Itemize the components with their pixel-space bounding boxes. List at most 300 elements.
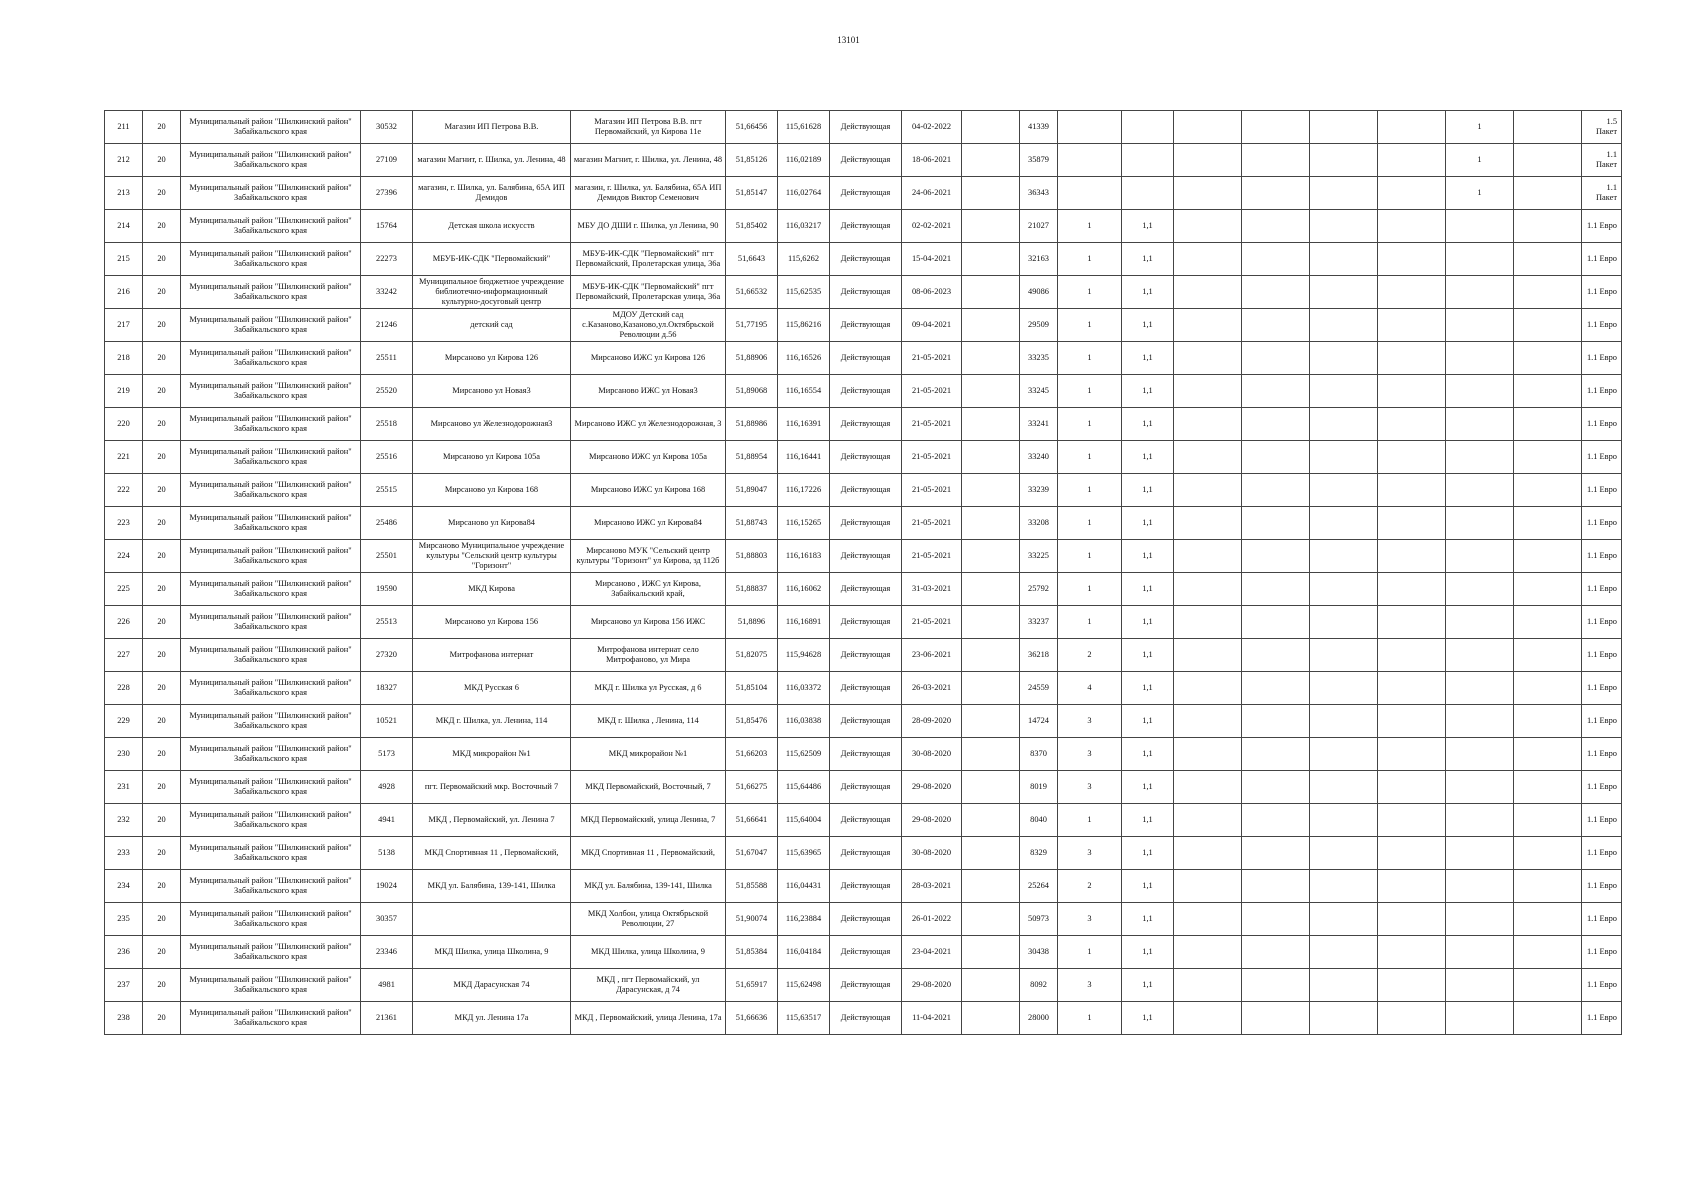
empty-cell xyxy=(1174,441,1242,474)
object-id-cell xyxy=(361,309,413,342)
row-number-cell xyxy=(105,606,143,639)
package-count-cell xyxy=(1446,573,1514,606)
district-code-cell-text: 20 xyxy=(157,518,166,527)
empty-cell xyxy=(1514,870,1582,903)
count-cell xyxy=(1058,507,1122,540)
district-name-cell xyxy=(181,540,361,573)
tariff-type-cell xyxy=(1582,177,1622,210)
status-cell xyxy=(830,936,902,969)
district-name-cell-text: Муниципальный район "Шилкинский район" Забайкальского края xyxy=(189,513,352,532)
longitude-cell-text: 116,02189 xyxy=(785,155,822,164)
object-name-cell xyxy=(413,375,571,408)
table-row xyxy=(105,276,1622,309)
object-name-cell xyxy=(413,672,571,705)
registry-number-cell-text: 30438 xyxy=(1028,947,1049,956)
district-code-cell xyxy=(143,243,181,276)
district-code-cell-text: 20 xyxy=(157,782,166,791)
row-number-cell-text: 226 xyxy=(117,617,130,626)
tariff-type-cell xyxy=(1582,111,1622,144)
registry-number-cell xyxy=(1020,408,1058,441)
registry-number-cell xyxy=(1020,309,1058,342)
object-id-cell xyxy=(361,606,413,639)
package-count-cell xyxy=(1446,111,1514,144)
latitude-cell-text: 51,66203 xyxy=(735,749,768,758)
page-number: 13101 xyxy=(837,35,860,45)
registry-number-cell xyxy=(1020,606,1058,639)
latitude-cell-text: 51,88986 xyxy=(735,419,768,428)
empty-cell xyxy=(1174,870,1242,903)
latitude-cell-text: 51,8896 xyxy=(737,617,766,626)
object-address-cell xyxy=(571,474,726,507)
empty-cell xyxy=(1378,639,1446,672)
tariff-type-cell-text: 1.5 Пакет xyxy=(1595,117,1617,136)
row-number-cell xyxy=(105,903,143,936)
coefficient-cell xyxy=(1122,672,1174,705)
empty-cell xyxy=(962,111,1020,144)
empty-cell xyxy=(1514,837,1582,870)
row-number-cell xyxy=(105,144,143,177)
date-cell xyxy=(902,507,962,540)
object-address-cell-text: магазин, г. Шилка, ул. Балябина, 65А ИП Демидов Виктор Семенович xyxy=(574,183,722,202)
latitude-cell-text: 51,88743 xyxy=(735,518,768,527)
table-row xyxy=(105,474,1622,507)
district-name-cell-text: Муниципальный район "Шилкинский район" Забайкальского края xyxy=(189,216,352,235)
registry-number-cell-text: 28000 xyxy=(1028,1013,1049,1022)
object-address-cell-text: МКД , Первомайский, улица Ленина, 17а xyxy=(574,1013,722,1022)
row-number-cell-text: 238 xyxy=(117,1013,130,1022)
latitude-cell-text: 51,88837 xyxy=(735,584,768,593)
status-cell-text: Действующая xyxy=(840,122,891,131)
row-number-cell xyxy=(105,309,143,342)
object-id-cell-text: 25520 xyxy=(376,386,397,395)
tariff-type-cell xyxy=(1582,969,1622,1002)
package-count-cell xyxy=(1446,969,1514,1002)
longitude-cell xyxy=(778,540,830,573)
empty-cell xyxy=(1378,177,1446,210)
longitude-cell xyxy=(778,474,830,507)
package-count-cell xyxy=(1446,870,1514,903)
row-number-cell xyxy=(105,276,143,309)
row-number-cell xyxy=(105,936,143,969)
empty-cell xyxy=(962,672,1020,705)
count-cell-text: 1 xyxy=(1087,320,1092,329)
empty-cell xyxy=(1174,738,1242,771)
district-code-cell-text: 20 xyxy=(157,650,166,659)
status-cell xyxy=(830,771,902,804)
district-code-cell xyxy=(143,111,181,144)
tariff-type-cell xyxy=(1582,705,1622,738)
object-name-cell-text: МКД Русская 6 xyxy=(464,683,519,692)
count-cell-text: 4 xyxy=(1087,683,1092,692)
empty-cell xyxy=(1174,1002,1242,1035)
date-cell-text: 28-03-2021 xyxy=(911,881,952,890)
longitude-cell xyxy=(778,573,830,606)
object-name-cell-text: МКД ул. Ленина 17а xyxy=(454,1013,529,1022)
tariff-type-cell-text: 1.1 Евро xyxy=(1586,320,1617,329)
package-count-cell xyxy=(1446,1002,1514,1035)
district-name-cell-text: Муниципальный район "Шилкинский район" Забайкальского края xyxy=(189,975,352,994)
object-address-cell xyxy=(571,540,726,573)
object-id-cell-text: 25513 xyxy=(376,617,397,626)
tariff-type-cell xyxy=(1582,1002,1622,1035)
empty-cell xyxy=(1378,705,1446,738)
object-address-cell-text: Митрофанова интернат село Митрофаново, ул Мира xyxy=(597,645,699,664)
registry-number-cell xyxy=(1020,276,1058,309)
object-id-cell-text: 25518 xyxy=(376,419,397,428)
longitude-cell xyxy=(778,309,830,342)
status-cell xyxy=(830,672,902,705)
registry-number-cell-text: 8092 xyxy=(1030,980,1047,989)
district-name-cell xyxy=(181,474,361,507)
object-id-cell-text: 27320 xyxy=(376,650,397,659)
status-cell-text: Действующая xyxy=(840,452,891,461)
empty-cell xyxy=(1310,837,1378,870)
status-cell-text: Действующая xyxy=(840,881,891,890)
object-name-cell-text: магазин Магнит, г. Шилка, ул. Ленина, 48 xyxy=(417,155,566,164)
empty-cell xyxy=(962,309,1020,342)
count-cell xyxy=(1058,210,1122,243)
empty-cell xyxy=(1310,804,1378,837)
empty-cell xyxy=(1514,441,1582,474)
count-cell-text: 1 xyxy=(1087,518,1092,527)
count-cell-text: 1 xyxy=(1087,386,1092,395)
latitude-cell xyxy=(726,606,778,639)
coefficient-cell xyxy=(1122,177,1174,210)
row-number-cell-text: 236 xyxy=(117,947,130,956)
object-address-cell-text: магазин Магнит, г. Шилка, ул. Ленина, 48 xyxy=(573,155,723,164)
latitude-cell-text: 51,66636 xyxy=(735,1013,768,1022)
count-cell-text: 1 xyxy=(1087,815,1092,824)
empty-cell xyxy=(1174,408,1242,441)
district-name-cell xyxy=(181,639,361,672)
row-number-cell-text: 232 xyxy=(117,815,130,824)
empty-cell xyxy=(1174,243,1242,276)
tariff-type-cell xyxy=(1582,672,1622,705)
empty-cell xyxy=(1310,507,1378,540)
date-cell-text: 21-05-2021 xyxy=(911,518,952,527)
empty-cell xyxy=(1378,804,1446,837)
empty-cell xyxy=(962,738,1020,771)
empty-cell xyxy=(1242,177,1310,210)
object-address-cell-text: Мирсаново ИЖС ул Новая3 xyxy=(598,386,698,395)
status-cell xyxy=(830,705,902,738)
district-name-cell xyxy=(181,408,361,441)
latitude-cell xyxy=(726,969,778,1002)
status-cell-text: Действующая xyxy=(840,683,891,692)
object-address-cell xyxy=(571,738,726,771)
latitude-cell xyxy=(726,243,778,276)
row-number-cell-text: 219 xyxy=(117,386,130,395)
table-row xyxy=(105,144,1622,177)
registry-number-cell-text: 24559 xyxy=(1028,683,1049,692)
package-count-cell xyxy=(1446,309,1514,342)
district-code-cell-text: 20 xyxy=(157,188,166,197)
district-code-cell xyxy=(143,936,181,969)
object-name-cell-text: магазин, г. Шилка, ул. Балябина, 65А ИП Демидов xyxy=(418,183,565,202)
district-code-cell-text: 20 xyxy=(157,815,166,824)
object-id-cell-text: 4928 xyxy=(378,782,395,791)
latitude-cell xyxy=(726,672,778,705)
date-cell xyxy=(902,210,962,243)
district-code-cell xyxy=(143,705,181,738)
row-number-cell xyxy=(105,639,143,672)
count-cell-text: 1 xyxy=(1087,485,1092,494)
object-name-cell xyxy=(413,771,571,804)
object-id-cell xyxy=(361,573,413,606)
latitude-cell xyxy=(726,1002,778,1035)
object-address-cell-text: МКД г. Шилка , Ленина, 114 xyxy=(597,716,699,725)
district-code-cell xyxy=(143,441,181,474)
row-number-cell-text: 220 xyxy=(117,419,130,428)
latitude-cell-text: 51,85147 xyxy=(735,188,768,197)
count-cell-text: 1 xyxy=(1087,551,1092,560)
object-id-cell xyxy=(361,804,413,837)
object-id-cell-text: 27109 xyxy=(376,155,397,164)
object-id-cell-text: 30532 xyxy=(376,122,397,131)
empty-cell xyxy=(1514,639,1582,672)
object-name-cell-text: Мирсаново Муниципальное учреждение культуры "Сельский центр культуры "Горизонт" xyxy=(418,541,565,570)
registry-number-cell-text: 33235 xyxy=(1028,353,1049,362)
empty-cell xyxy=(1514,1002,1582,1035)
district-name-cell xyxy=(181,903,361,936)
object-id-cell xyxy=(361,903,413,936)
registry-number-cell-text: 8019 xyxy=(1030,782,1047,791)
table-row xyxy=(105,111,1622,144)
package-count-cell xyxy=(1446,837,1514,870)
table-row xyxy=(105,672,1622,705)
latitude-cell xyxy=(726,639,778,672)
object-address-cell xyxy=(571,606,726,639)
latitude-cell-text: 51,65917 xyxy=(735,980,768,989)
package-count-cell xyxy=(1446,771,1514,804)
empty-cell xyxy=(1514,507,1582,540)
empty-cell xyxy=(1174,111,1242,144)
coefficient-cell xyxy=(1122,837,1174,870)
longitude-cell xyxy=(778,738,830,771)
date-cell xyxy=(902,936,962,969)
object-id-cell xyxy=(361,243,413,276)
longitude-cell-text: 116,23884 xyxy=(785,914,822,923)
registry-number-cell-text: 36218 xyxy=(1028,650,1049,659)
district-name-cell-text: Муниципальный район "Шилкинский район" Забайкальского края xyxy=(189,744,352,763)
object-address-cell xyxy=(571,804,726,837)
empty-cell xyxy=(1242,573,1310,606)
district-code-cell xyxy=(143,309,181,342)
district-name-cell-text: Муниципальный район "Шилкинский район" Забайкальского края xyxy=(189,249,352,268)
empty-cell xyxy=(1378,210,1446,243)
tariff-type-cell-text: 1.1 Евро xyxy=(1586,485,1617,494)
package-count-cell xyxy=(1446,672,1514,705)
empty-cell xyxy=(1242,408,1310,441)
count-cell xyxy=(1058,936,1122,969)
status-cell-text: Действующая xyxy=(840,815,891,824)
longitude-cell-text: 116,03217 xyxy=(785,221,822,230)
date-cell-text: 29-08-2020 xyxy=(911,782,952,791)
district-code-cell-text: 20 xyxy=(157,287,166,296)
date-cell xyxy=(902,903,962,936)
longitude-cell xyxy=(778,903,830,936)
registry-number-cell xyxy=(1020,936,1058,969)
date-cell-text: 29-08-2020 xyxy=(911,815,952,824)
registry-number-cell-text: 8370 xyxy=(1030,749,1047,758)
longitude-cell-text: 115,62535 xyxy=(785,287,822,296)
date-cell xyxy=(902,474,962,507)
longitude-cell xyxy=(778,672,830,705)
count-cell xyxy=(1058,144,1122,177)
object-id-cell-text: 19590 xyxy=(376,584,397,593)
empty-cell xyxy=(1378,573,1446,606)
status-cell xyxy=(830,870,902,903)
registry-number-cell xyxy=(1020,969,1058,1002)
coefficient-cell-text: 1,1 xyxy=(1142,947,1153,956)
date-cell-text: 24-06-2021 xyxy=(911,188,952,197)
registry-number-cell xyxy=(1020,672,1058,705)
registry-number-cell-text: 25264 xyxy=(1028,881,1049,890)
status-cell-text: Действующая xyxy=(840,782,891,791)
empty-cell xyxy=(1242,111,1310,144)
object-address-cell-text: МКД Спортивная 11 , Первомайский, xyxy=(581,848,715,857)
empty-cell xyxy=(1514,771,1582,804)
latitude-cell xyxy=(726,936,778,969)
district-code-cell xyxy=(143,540,181,573)
object-name-cell-text: Мирсаново ул Кирова 156 xyxy=(444,617,539,626)
object-id-cell xyxy=(361,507,413,540)
object-address-cell-text: МКД ул. Балябина, 139-141, Шилка xyxy=(584,881,712,890)
object-name-cell xyxy=(413,936,571,969)
table-row xyxy=(105,936,1622,969)
package-count-cell xyxy=(1446,606,1514,639)
district-name-cell xyxy=(181,1002,361,1035)
district-name-cell-text: Муниципальный район "Шилкинский район" Забайкальского края xyxy=(189,546,352,565)
empty-cell xyxy=(1174,144,1242,177)
empty-cell xyxy=(1310,540,1378,573)
object-id-cell-text: 25515 xyxy=(376,485,397,494)
district-name-cell-text: Муниципальный район "Шилкинский район" Забайкальского края xyxy=(189,480,352,499)
empty-cell xyxy=(962,870,1020,903)
object-address-cell xyxy=(571,309,726,342)
tariff-type-cell xyxy=(1582,903,1622,936)
package-count-cell xyxy=(1446,903,1514,936)
package-count-cell-text: 1 xyxy=(1477,188,1482,197)
object-address-cell-text: МКД Первомайский, Восточный, 7 xyxy=(585,782,711,791)
object-id-cell xyxy=(361,738,413,771)
empty-cell xyxy=(1378,870,1446,903)
empty-cell xyxy=(1174,309,1242,342)
coefficient-cell xyxy=(1122,408,1174,441)
date-cell xyxy=(902,1002,962,1035)
registry-number-cell-text: 29509 xyxy=(1028,320,1049,329)
package-count-cell xyxy=(1446,738,1514,771)
empty-cell xyxy=(1174,540,1242,573)
status-cell xyxy=(830,903,902,936)
tariff-type-cell xyxy=(1582,342,1622,375)
latitude-cell xyxy=(726,837,778,870)
object-id-cell xyxy=(361,342,413,375)
object-id-cell xyxy=(361,837,413,870)
registry-number-cell xyxy=(1020,441,1058,474)
tariff-type-cell-text: 1.1 Евро xyxy=(1586,782,1617,791)
date-cell-text: 23-06-2021 xyxy=(911,650,952,659)
table-row xyxy=(105,573,1622,606)
object-id-cell-text: 27396 xyxy=(376,188,397,197)
tariff-type-cell xyxy=(1582,870,1622,903)
registry-number-cell-text: 35879 xyxy=(1028,155,1049,164)
district-name-cell xyxy=(181,969,361,1002)
table-row xyxy=(105,441,1622,474)
district-name-cell xyxy=(181,243,361,276)
date-cell-text: 30-08-2020 xyxy=(911,848,952,857)
registry-number-cell-text: 33225 xyxy=(1028,551,1049,560)
longitude-cell xyxy=(778,144,830,177)
registry-number-cell xyxy=(1020,705,1058,738)
object-address-cell-text: МКД Первомайский, улица Ленина, 7 xyxy=(580,815,716,824)
empty-cell xyxy=(1310,210,1378,243)
object-id-cell xyxy=(361,375,413,408)
district-code-cell xyxy=(143,672,181,705)
package-count-cell xyxy=(1446,639,1514,672)
coefficient-cell xyxy=(1122,639,1174,672)
empty-cell xyxy=(1514,540,1582,573)
coefficient-cell xyxy=(1122,111,1174,144)
registry-number-cell-text: 8040 xyxy=(1030,815,1047,824)
object-name-cell xyxy=(413,309,571,342)
status-cell xyxy=(830,441,902,474)
empty-cell xyxy=(1310,738,1378,771)
row-number-cell xyxy=(105,804,143,837)
longitude-cell xyxy=(778,375,830,408)
object-id-cell xyxy=(361,276,413,309)
longitude-cell-text: 115,61628 xyxy=(785,122,822,131)
coefficient-cell-text: 1,1 xyxy=(1142,881,1153,890)
coefficient-cell xyxy=(1122,1002,1174,1035)
latitude-cell-text: 51,66456 xyxy=(735,122,768,131)
empty-cell xyxy=(1174,969,1242,1002)
table-row xyxy=(105,210,1622,243)
date-cell xyxy=(902,705,962,738)
row-number-cell xyxy=(105,540,143,573)
object-name-cell-text: Мирсаново ул Кирова 105а xyxy=(443,452,540,461)
district-code-cell-text: 20 xyxy=(157,221,166,230)
district-code-cell-text: 20 xyxy=(157,551,166,560)
district-code-cell xyxy=(143,276,181,309)
object-name-cell xyxy=(413,573,571,606)
row-number-cell-text: 227 xyxy=(117,650,130,659)
object-name-cell-text: детский сад xyxy=(470,320,513,329)
object-address-cell-text: МКД Шилка, улица Школина, 9 xyxy=(591,947,705,956)
coefficient-cell-text: 1,1 xyxy=(1142,221,1153,230)
empty-cell xyxy=(1242,309,1310,342)
package-count-cell xyxy=(1446,804,1514,837)
tariff-type-cell-text: 1.1 Евро xyxy=(1586,551,1617,560)
row-number-cell xyxy=(105,408,143,441)
empty-cell xyxy=(962,474,1020,507)
empty-cell xyxy=(1310,1002,1378,1035)
longitude-cell xyxy=(778,276,830,309)
registry-number-cell-text: 33240 xyxy=(1028,452,1049,461)
longitude-cell-text: 116,04184 xyxy=(785,947,822,956)
table-row xyxy=(105,837,1622,870)
object-address-cell-text: МБУ ДО ДШИ г. Шилка, ул Ленина, 90 xyxy=(577,221,719,230)
longitude-cell xyxy=(778,804,830,837)
status-cell-text: Действующая xyxy=(840,287,891,296)
coefficient-cell xyxy=(1122,771,1174,804)
tariff-type-cell-text: 1.1 Евро xyxy=(1586,716,1617,725)
district-code-cell-text: 20 xyxy=(157,1013,166,1022)
object-name-cell xyxy=(413,474,571,507)
district-name-cell xyxy=(181,210,361,243)
object-address-cell-text: Магазин ИП Петрова В.В. пгт Первомайский, ул Кирова 11е xyxy=(594,117,702,136)
empty-cell xyxy=(962,969,1020,1002)
